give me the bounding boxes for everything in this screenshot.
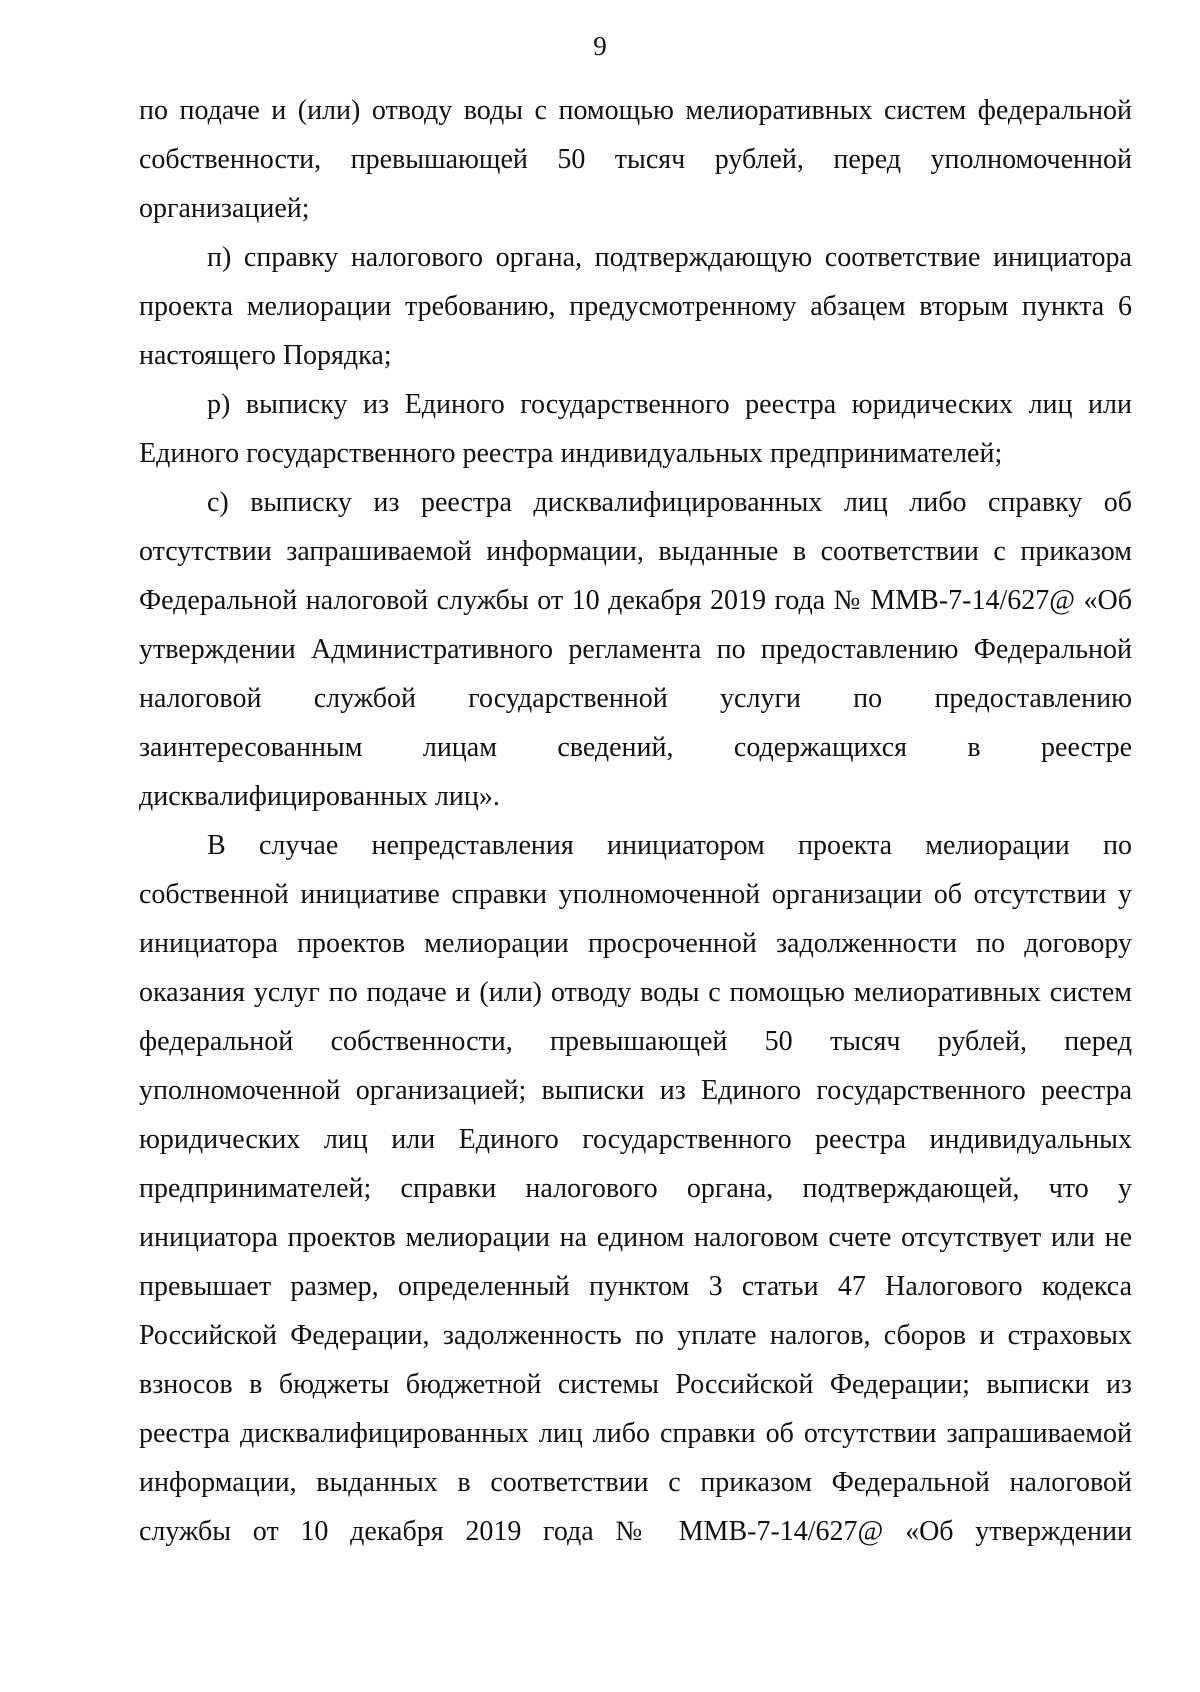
text-line: настоящего Порядка; — [139, 340, 392, 371]
text-line: превышает размер, определенный пунктом 3 статьи 47 Налогового кодекса — [139, 1271, 1132, 1302]
text-line: дисквалифицированных лиц». — [139, 781, 500, 812]
document-body — [139, 86, 1132, 1556]
text-line: оказания услуг по подаче и (или) отводу воды с помощью мелиоративных систем — [139, 977, 1132, 1008]
text-line: организацией; — [139, 193, 310, 224]
text-line: Федеральной налоговой службы от 10 декабря 2019 года № ММВ-7-14/627@ «Об — [139, 585, 1132, 616]
text-line: собственной инициативе справки уполномоченной организации об отсутствии у — [139, 879, 1132, 910]
text-line: собственности, превышающей 50 тысяч рублей, перед уполномоченной — [139, 144, 1132, 175]
text-line: инициатора проектов мелиорации на едином налоговом счете отсутствует или не — [139, 1222, 1132, 1253]
paragraph-continuation — [139, 86, 1132, 233]
text-line: юридических лиц или Единого государственного реестра индивидуальных — [139, 1124, 1132, 1155]
text-line: Единого государственного реестра индивидуальных предпринимателей; — [139, 438, 1003, 469]
text-line: п) справку налогового органа, подтверждающую соответствие инициатора — [207, 242, 1132, 273]
text-line: отсутствии запрашиваемой информации, выданные в соответствии с приказом — [139, 536, 1132, 567]
paragraph-item-r — [139, 380, 1132, 478]
paragraph-item-p — [139, 233, 1132, 380]
text-line: предпринимателей; справки налогового органа, подтверждающей, что у — [139, 1173, 1132, 1204]
text-line: Российской Федерации, задолженность по уплате налогов, сборов и страховых — [139, 1320, 1132, 1351]
text-line: проекта мелиорации требованию, предусмотренному абзацем вторым пункта 6 — [139, 291, 1132, 322]
text-line: инициатора проектов мелиорации просроченной задолженности по договору — [139, 928, 1132, 959]
text-line: р) выписку из Единого государственного реестра юридических лиц или — [207, 389, 1132, 420]
text-line: налоговой службой государственной услуги по предоставлению — [139, 683, 1132, 714]
text-line: федеральной собственности, превышающей 50 тысяч рублей, перед — [139, 1026, 1132, 1057]
text-line: информации, выданных в соответствии с приказом Федеральной налоговой — [139, 1467, 1132, 1498]
text-line: по подаче и (или) отводу воды с помощью мелиоративных систем федеральной — [139, 95, 1132, 126]
text-line: с) выписку из реестра дисквалифицированных лиц либо справку об — [207, 487, 1132, 518]
text-line: утверждении Административного регламента по предоставлению Федеральной — [139, 634, 1132, 665]
text-line: В случае непредставления инициатором проекта мелиорации по — [207, 830, 1132, 861]
text-line: службы от 10 декабря 2019 года № ММВ-7-14/627@ «Об утверждении — [139, 1516, 1132, 1547]
text-line: реестра дисквалифицированных лиц либо справки об отсутствии запрашиваемой — [139, 1418, 1132, 1449]
text-line: заинтересованным лицам сведений, содержащихся в реестре — [139, 732, 1132, 763]
paragraph-case — [139, 821, 1132, 1556]
paragraph-item-s — [139, 478, 1132, 821]
text-line: взносов в бюджеты бюджетной системы Российской Федерации; выписки из — [139, 1369, 1132, 1400]
page-number: 9 — [593, 31, 607, 61]
text-line: уполномоченной организацией; выписки из Единого государственного реестра — [139, 1075, 1132, 1106]
